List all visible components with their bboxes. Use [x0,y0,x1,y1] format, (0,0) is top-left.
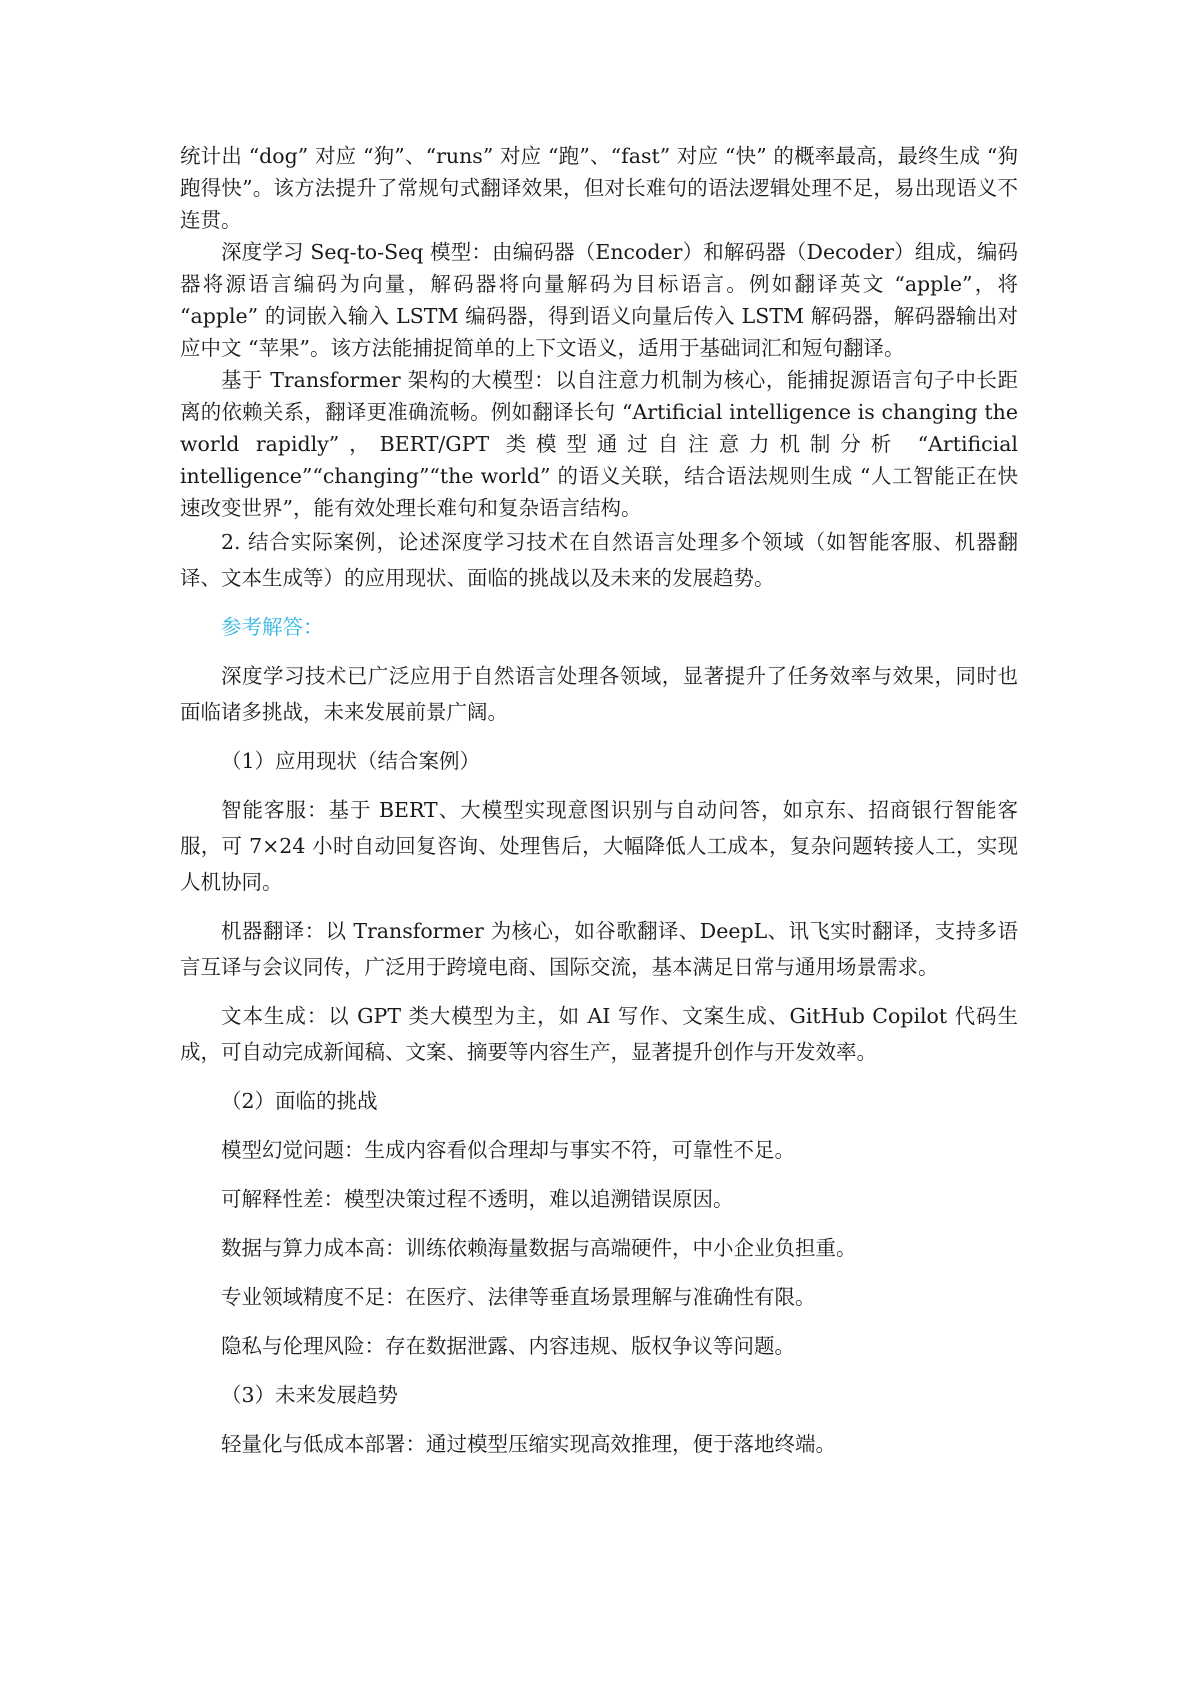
answer-intro: 深度学习技术已广泛应用于自然语言处理各领域，显著提升了任务效率与效果，同时也面临诸多挑战，未来发展前景广阔。 [180,664,1018,724]
section-future-trends: （3）未来发展趋势 [221,1383,399,1407]
spacer [180,985,1018,998]
challenge-hallucination: 模型幻觉问题：生成内容看似合理却与事实不符，可靠性不足。 [221,1138,795,1162]
application-machine-translation: 机器翻译：以 Transformer 为核心，如谷歌翻译、DeepL、讯飞实时翻译，支持多语言互译与会议同传，广泛用于跨境电商、国际交流，基本满足日常与通用场景需求。 [180,919,1018,979]
spacer [180,1217,1018,1230]
paragraph-seq2seq: 深度学习 Seq-to-Seq 模型：由编码器（Encoder）和解码器（Decoder）组成，编码器将源语言编码为向量，解码器将向量解码为目标语言。例如翻译英文 “apple”，将 “apple” 的词嵌入输入 LSTM 编码器，得到语义向量后传入 LSTM 解码器，解码器输出对应中文 “苹果”。该方法能捕捉简单的上下文语义，适用于基础词汇和短句翻译。 [180,240,1018,360]
paragraph-transformer: 基于 Transformer 架构的大模型：以自注意力机制为核心，能捕捉源语言句子中长距离的依赖关系，翻译更准确流畅。例如翻译长句 “Artificial intelligence is changing the world rapidly”，BERT/GPT 类模型通过自注意力机制分析 “Artificial intelligence”“changing”“the world” 的语义关联，结合语法规则生成 “人工智能正在快速改变世界”，能有效处理长难句和复杂语言结构。 [180,368,1018,520]
challenge-privacy-ethics: 隐私与伦理风险：存在数据泄露、内容违规、版权争议等问题。 [221,1334,795,1358]
challenge-cost: 数据与算力成本高：训练依赖海量数据与高端硬件，中小企业负担重。 [221,1236,857,1260]
page-content [180,140,1018,1462]
section-challenges: （2）面临的挑战 [221,1089,378,1113]
challenge-interpretability: 可解释性差：模型决策过程不透明，难以追溯错误原因。 [221,1187,734,1211]
spacer [180,730,1018,743]
spacer [180,1413,1018,1426]
spacer [180,900,1018,913]
application-text-generation: 文本生成：以 GPT 类大模型为主，如 AI 写作、文案生成、GitHub Copilot 代码生成，可自动完成新闻稿、文案、摘要等内容生产，显著提升创作与开发效率。 [180,1004,1018,1064]
spacer [180,779,1018,792]
application-customer-service: 智能客服：基于 BERT、大模型实现意图识别与自动问答，如京东、招商银行智能客服，可 7×24 小时自动回复咨询、处理售后，大幅降低人工成本，复杂问题转接人工，实现人机协同。 [180,798,1018,894]
spacer [180,1266,1018,1279]
spacer [180,596,1018,609]
question-2: 2. 结合实际案例，论述深度学习技术在自然语言处理多个领域（如智能客服、机器翻译、文本生成等）的应用现状、面临的挑战以及未来的发展趋势。 [180,530,1018,590]
spacer [180,1364,1018,1377]
reference-answer-heading: 参考解答： [221,615,324,639]
paragraph-statistical-translation: 统计出 “dog” 对应 “狗”、“runs” 对应 “跑”、“fast” 对应 “快” 的概率最高，最终生成 “狗跑得快”。该方法提升了常规句式翻译效果，但对长难句的语法逻辑处理不足，易出现语义不连贯。 [180,144,1018,232]
section-application-status: （1）应用现状（结合案例） [221,749,481,773]
trend-lightweight-deployment: 轻量化与低成本部署：通过模型压缩实现高效推理，便于落地终端。 [221,1432,836,1456]
spacer [180,1315,1018,1328]
spacer [180,645,1018,658]
spacer [180,1168,1018,1181]
spacer [180,1119,1018,1132]
challenge-domain-accuracy: 专业领域精度不足：在医疗、法律等垂直场景理解与准确性有限。 [221,1285,816,1309]
spacer [180,1070,1018,1083]
